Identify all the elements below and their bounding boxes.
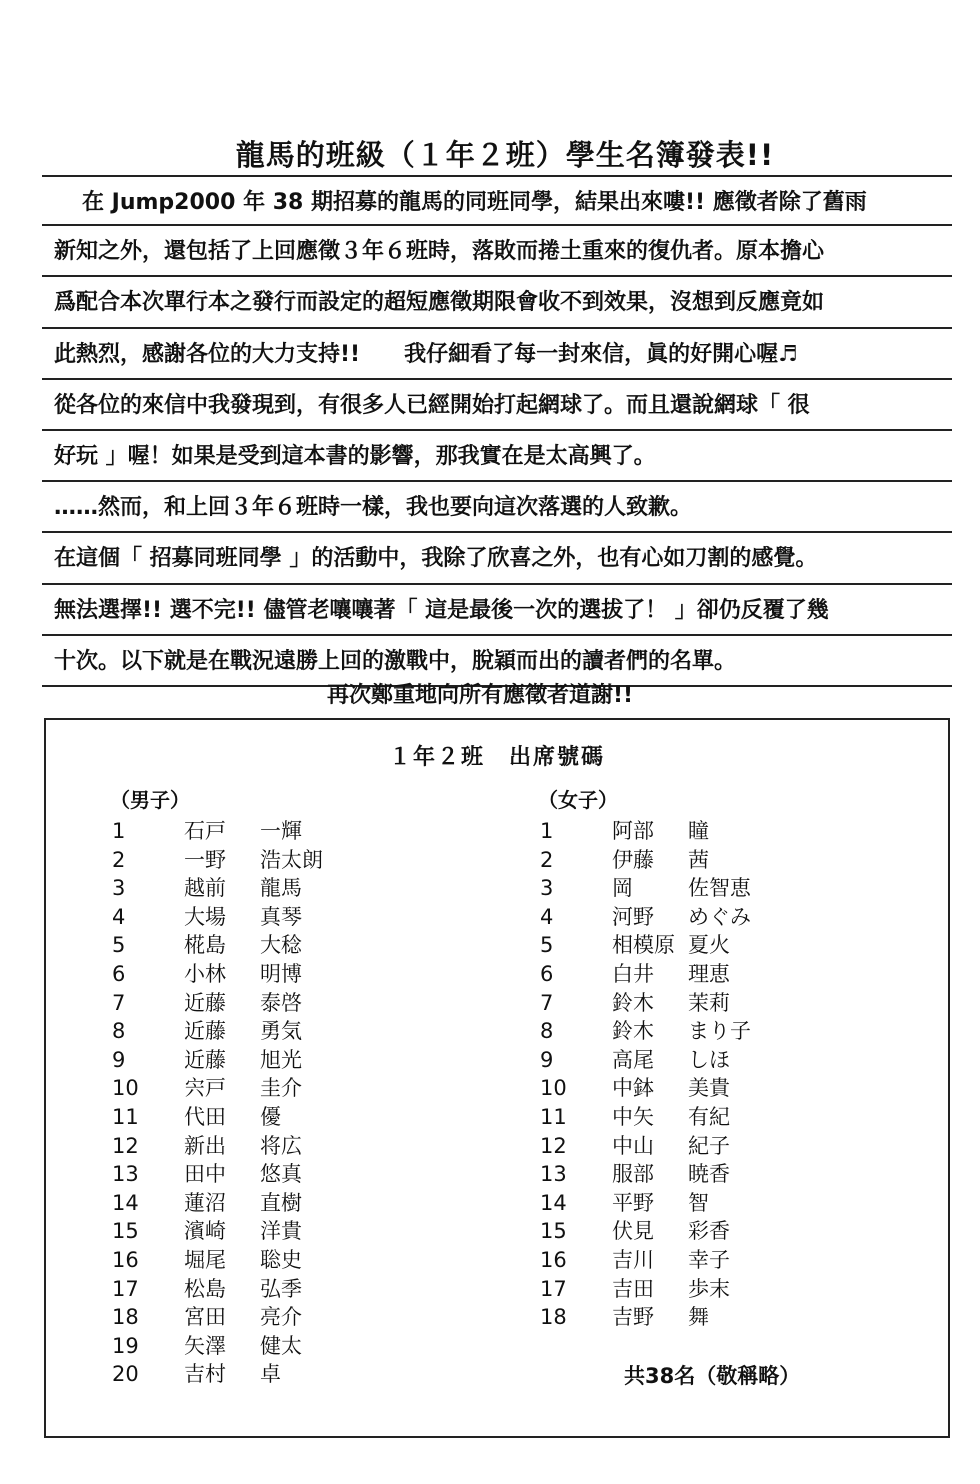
student-number: 13 (112, 1162, 139, 1187)
student-given-name: 直樹 (260, 1190, 302, 1215)
student-given-name: 明博 (260, 961, 302, 986)
student-surname: 吉野 (612, 1305, 654, 1330)
student-surname: 石戸 (184, 819, 226, 843)
student-number: 7 (540, 990, 554, 1015)
student-surname: 伊藤 (612, 847, 654, 872)
class-roster-box (44, 718, 950, 1438)
student-given-name: 夏火 (688, 933, 730, 958)
paragraph-line: 此熱烈，感謝各位的大力支持!! 我仔細看了每一封來信，眞的好開心喔♬ (42, 329, 952, 380)
girls-heading: （女子） (538, 788, 618, 812)
student-surname: 吉田 (612, 1276, 654, 1301)
student-surname: 近藤 (184, 990, 226, 1015)
student-surname: 田中 (184, 1162, 226, 1187)
student-number: 18 (540, 1305, 567, 1330)
page-title: 龍馬的班級（１年２班）學生名簿發表!! (235, 138, 775, 172)
student-number: 5 (540, 933, 554, 958)
student-surname: 松島 (184, 1276, 226, 1301)
student-number: 8 (540, 1019, 554, 1044)
student-surname: 新出 (184, 1133, 226, 1158)
student-given-name: 美貴 (688, 1076, 730, 1101)
student-number: 3 (540, 876, 554, 901)
student-number: 9 (112, 1047, 126, 1072)
student-number: 16 (540, 1247, 567, 1272)
student-given-name: 智 (688, 1190, 709, 1215)
roster-title: １年２班 出席號碼 (388, 745, 605, 770)
student-surname: 服部 (612, 1162, 654, 1187)
student-given-name: 大稔 (260, 933, 302, 958)
student-number: 15 (112, 1219, 139, 1244)
student-given-name: 優 (260, 1104, 281, 1129)
student-given-name: 理恵 (688, 961, 730, 986)
student-given-name: 悠真 (260, 1162, 302, 1187)
student-number: 2 (540, 847, 554, 872)
student-given-name: 旭光 (260, 1047, 302, 1072)
student-number: 18 (112, 1305, 139, 1330)
student-given-name: 茉莉 (688, 990, 730, 1015)
student-given-name: 彩香 (688, 1219, 730, 1244)
student-number: 11 (112, 1104, 139, 1129)
student-given-name: 卓 (260, 1362, 281, 1387)
student-number: 7 (112, 990, 126, 1015)
student-number: 16 (112, 1247, 139, 1272)
student-given-name: しほ (688, 1047, 730, 1072)
student-surname: 蓮沼 (184, 1190, 226, 1215)
student-number: 4 (112, 904, 126, 929)
student-given-name: 将広 (260, 1133, 302, 1158)
student-surname: 矢澤 (184, 1333, 226, 1358)
student-number: 6 (540, 961, 554, 986)
student-surname: 阿部 (612, 819, 654, 843)
student-surname: 濱崎 (184, 1219, 226, 1244)
student-number: 12 (540, 1133, 567, 1158)
student-given-name: 泰啓 (260, 990, 302, 1015)
student-given-name: 洋貴 (260, 1219, 302, 1244)
student-surname: 中鉢 (612, 1076, 654, 1101)
student-given-name: 勇気 (260, 1019, 302, 1044)
student-given-name: 一輝 (260, 819, 302, 843)
student-surname: 大場 (184, 904, 226, 929)
student-number: 20 (112, 1362, 139, 1387)
student-number: 2 (112, 847, 126, 872)
boys-heading: （男子） (110, 788, 190, 812)
student-given-name: 浩太朗 (260, 847, 323, 872)
student-surname: 河野 (612, 904, 654, 929)
paragraph-line: ……然而，和上回３年６班時一樣，我也要向這次落選的人致歉。 (42, 482, 952, 533)
student-number: 11 (540, 1104, 567, 1129)
student-number: 1 (112, 819, 126, 843)
student-surname: 宍戸 (184, 1076, 226, 1101)
student-number: 14 (540, 1190, 567, 1215)
student-given-name: 瞳 (688, 819, 709, 843)
student-given-name: 真琴 (260, 904, 302, 929)
student-surname: 近藤 (184, 1047, 226, 1072)
paragraph-line: 在 Jump2000 年 38 期招募的龍馬的同班同學，結果出來嘍!! 應徵者除了舊雨 (42, 175, 952, 226)
student-given-name: 弘季 (260, 1276, 302, 1301)
student-number: 15 (540, 1219, 567, 1244)
student-number: 1 (540, 819, 554, 843)
student-given-name: まり子 (688, 1019, 751, 1044)
student-number: 4 (540, 904, 554, 929)
student-number: 17 (540, 1276, 567, 1301)
paragraph-line: 在這個「 招募同班同學 」的活動中，我除了欣喜之外，也有心如刀割的感覺。 (42, 533, 952, 584)
student-surname: 伏見 (612, 1219, 654, 1244)
student-number: 9 (540, 1047, 554, 1072)
student-given-name: 舞 (688, 1305, 709, 1330)
student-number: 3 (112, 876, 126, 901)
student-given-name: 亮介 (260, 1305, 302, 1330)
student-number: 10 (540, 1076, 567, 1101)
student-surname: 中矢 (612, 1104, 654, 1129)
announcement-paragraph (42, 175, 952, 687)
student-surname: 相模原 (612, 933, 675, 958)
student-surname: 小林 (184, 961, 226, 986)
student-number: 17 (112, 1276, 139, 1301)
student-surname: 一野 (184, 847, 226, 872)
student-surname: 鈴木 (612, 1019, 654, 1044)
student-given-name: 佐智恵 (688, 876, 751, 901)
student-given-name: 圭介 (260, 1076, 302, 1101)
student-number: 19 (112, 1333, 139, 1358)
student-given-name: 茜 (688, 847, 709, 872)
student-number: 10 (112, 1076, 139, 1101)
student-surname: 岡 (612, 876, 633, 901)
paragraph-line: 新知之外，還包括了上回應徵３年６班時，落敗而捲土重來的復仇者。原本擔心 (42, 226, 952, 277)
student-surname: 宮田 (184, 1305, 226, 1330)
paragraph-line: 爲配合本次單行本之發行而設定的超短應徵期限會收不到效果，沒想到反應竟如 (42, 277, 952, 328)
student-surname: 越前 (184, 876, 226, 901)
student-given-name: 歩末 (688, 1276, 730, 1301)
student-surname: 高尾 (612, 1047, 654, 1072)
student-given-name: 健太 (260, 1333, 302, 1358)
student-given-name: 聡史 (260, 1247, 302, 1272)
paragraph-line: 從各位的來信中我發現到，有很多人已經開始打起網球了。而且還說網球「 很 (42, 380, 952, 431)
student-surname: 代田 (184, 1104, 226, 1129)
student-number: 6 (112, 961, 126, 986)
student-surname: 吉村 (184, 1362, 226, 1387)
paragraph-line: 好玩 」喔！如果是受到這本書的影響，那我實在是太高興了。 (42, 431, 952, 482)
paragraph-line: 無法選擇!! 選不完!! 儘管老嚷嚷著「 這是最後一次的選拔了！ 」卻仍反覆了幾 (42, 585, 952, 636)
student-given-name: 有紀 (688, 1104, 730, 1129)
student-surname: 吉川 (612, 1247, 654, 1272)
student-number: 5 (112, 933, 126, 958)
thanks-line: 再次鄭重地向所有應徵者道謝!! (326, 683, 634, 708)
student-surname: 平野 (612, 1190, 654, 1215)
student-surname: 堀尾 (184, 1247, 226, 1272)
student-given-name: めぐみ (688, 904, 751, 929)
student-number: 8 (112, 1019, 126, 1044)
total-count: 共38名（敬稱略） (624, 1364, 801, 1388)
student-number: 12 (112, 1133, 139, 1158)
paragraph-line: 十次。以下就是在戰況遠勝上回的激戰中，脫穎而出的讀者們的名單。 (42, 636, 952, 687)
student-number: 13 (540, 1162, 567, 1187)
student-surname: 鈴木 (612, 990, 654, 1015)
student-surname: 近藤 (184, 1019, 226, 1044)
student-surname: 中山 (612, 1133, 654, 1158)
student-surname: 白井 (612, 961, 654, 986)
student-surname: 椛島 (184, 933, 226, 958)
student-given-name: 紀子 (688, 1133, 730, 1158)
student-given-name: 幸子 (688, 1247, 730, 1272)
student-given-name: 暁香 (688, 1162, 730, 1187)
student-number: 14 (112, 1190, 139, 1215)
student-given-name: 龍馬 (260, 876, 302, 901)
